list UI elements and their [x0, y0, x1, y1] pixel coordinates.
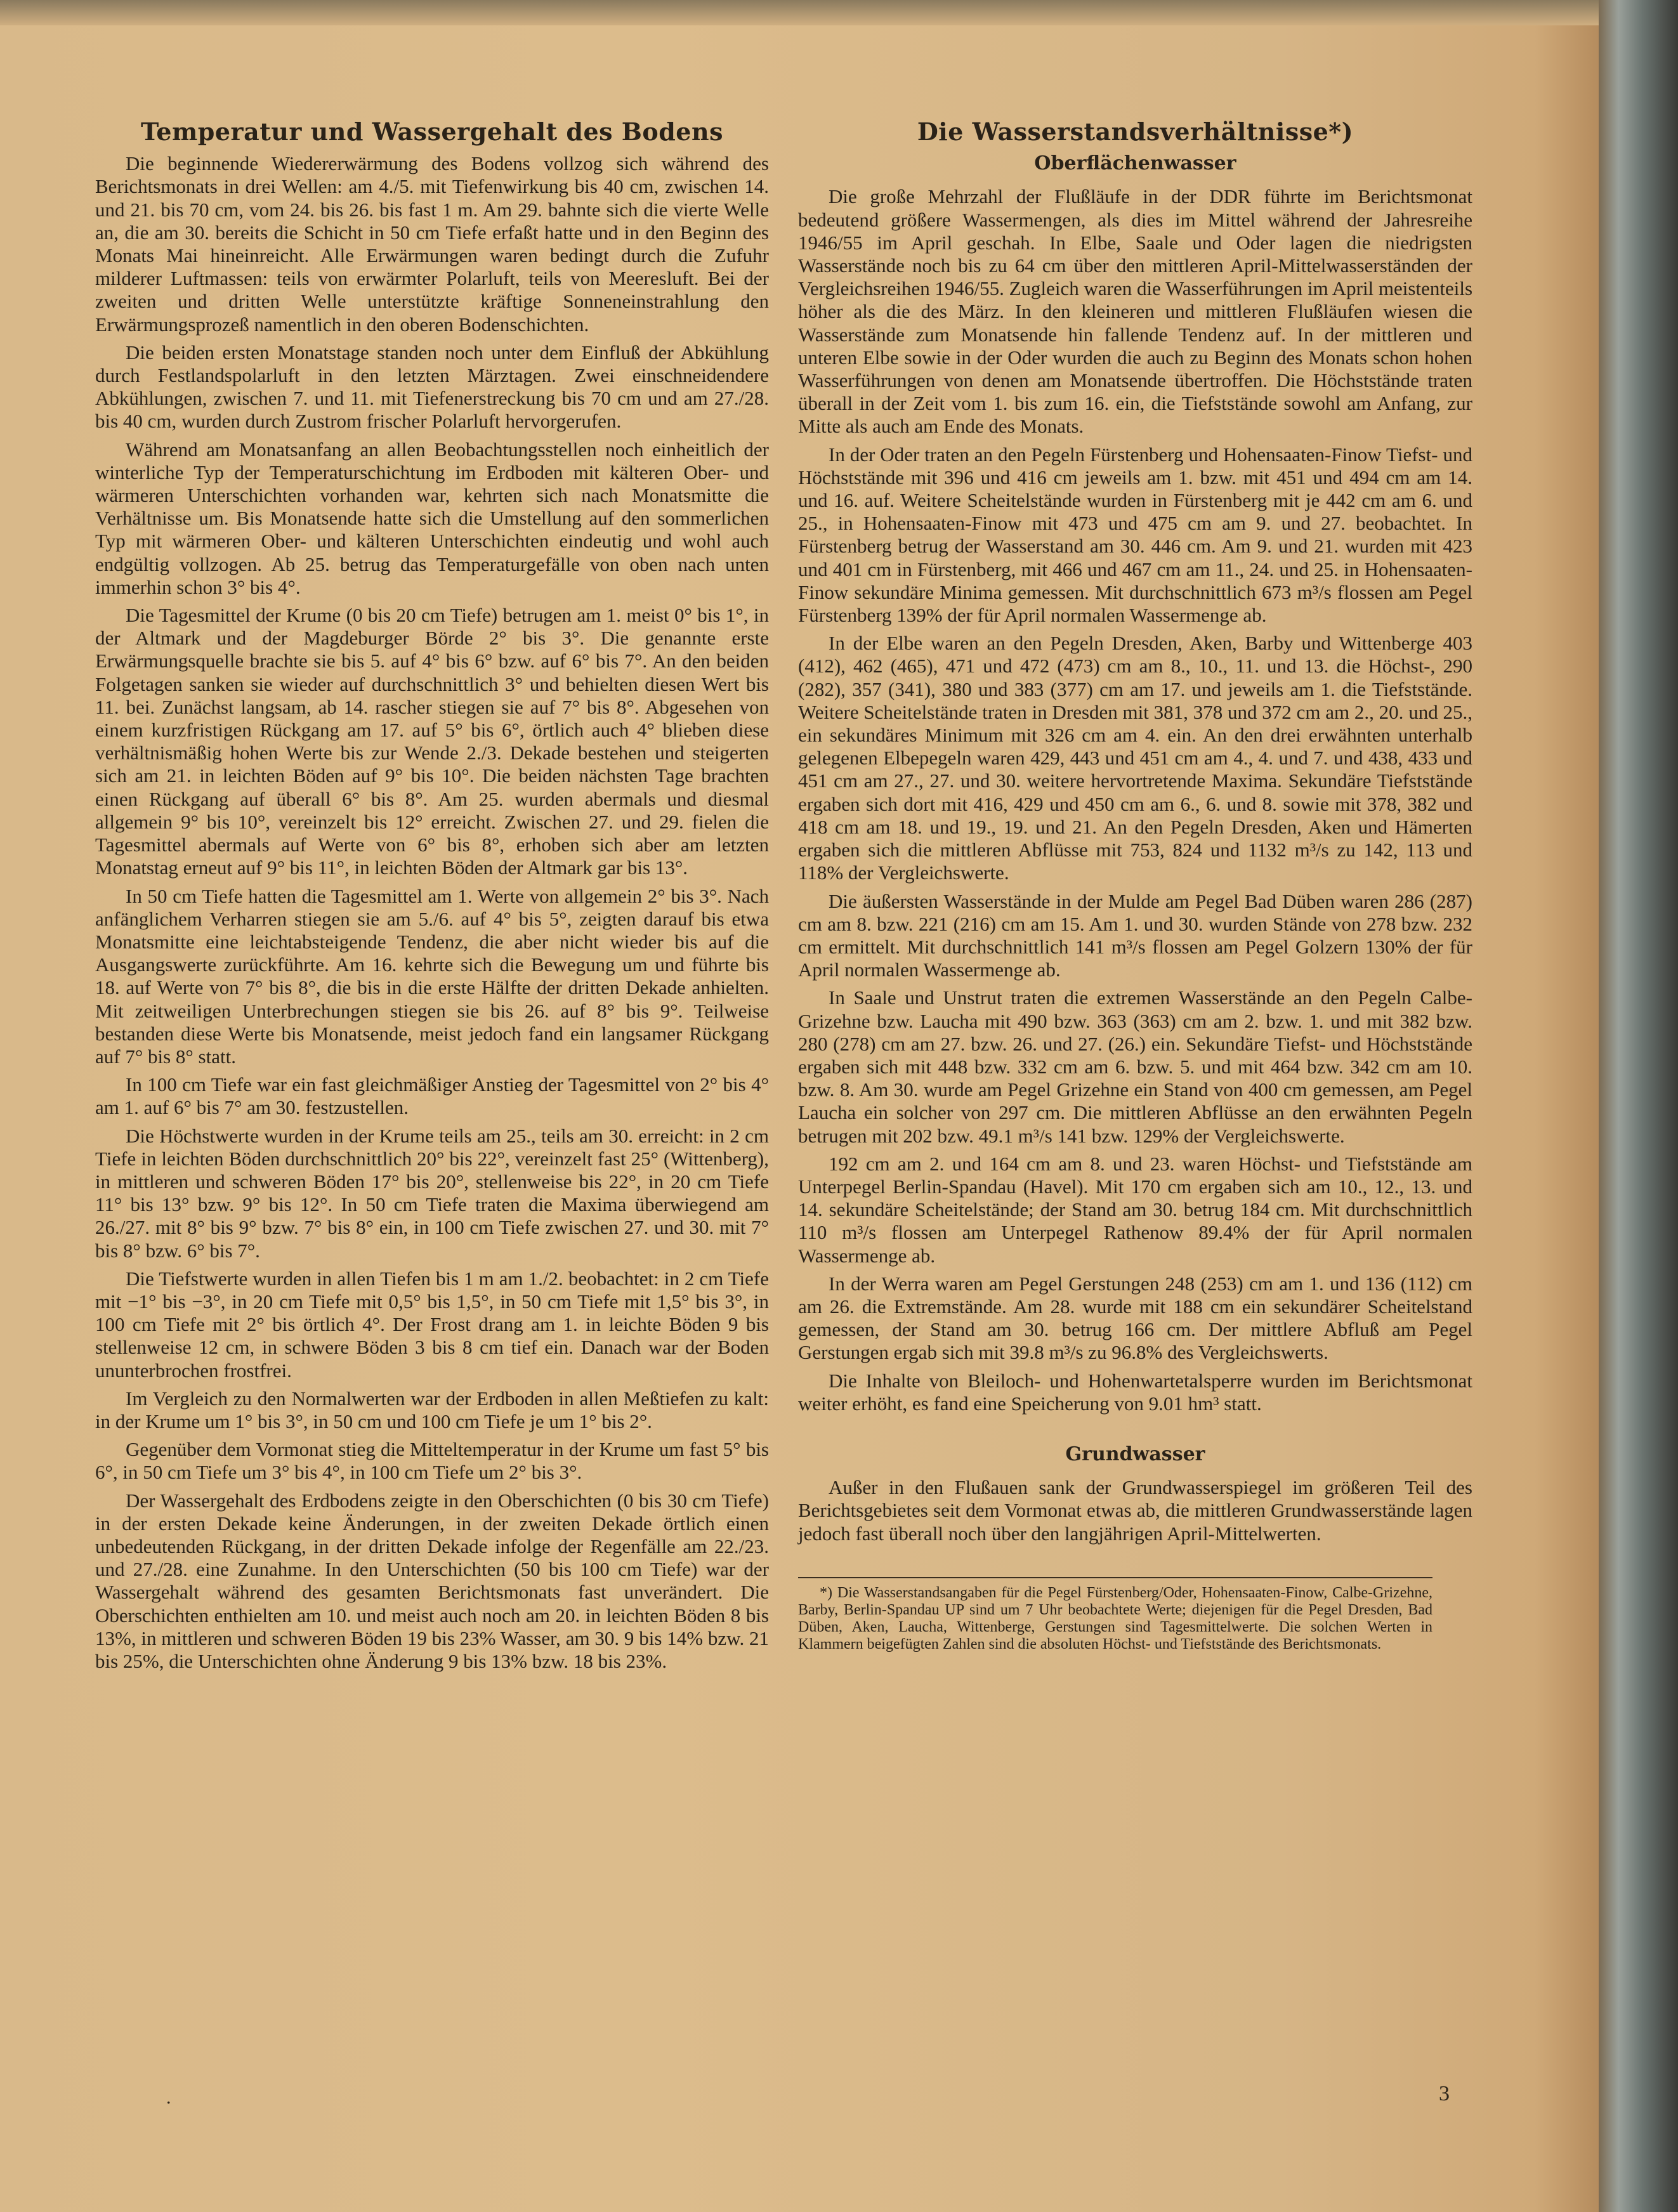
left-paragraph: Die Tagesmittel der Krume (0 bis 20 cm Tiefe) betrugen am 1. meist 0° bis 1°, in der Altmark und der Magdeburger Börde 2° bis 3°. Die genannte erste Erwärmungsquelle brachte sie bis 5. auf 4° bis 6° bzw. auf 6° bis 7°. An den beiden Folgetagen sanken sie wieder auf durchschnittlich 3° und behielten diesen Wert bis 11. bei. Zunächst langsam, ab 14. rascher stiegen sie auf 7° bis 8°. Abgesehen von einem kurzfristigen Rückgang am 17. auf 5° bis 6°, örtlich auch 4° blieben diese verhältnismäßig hohen Werte bis zur Wende 2./3. Dekade bestehen und steigerten sich am 21. in leichten Böden auf 9° bis 10°. Die beiden nächsten Tage brachten einen Rückgang auf überall 6° bis 8°. Am 25. wurden abermals und diesmal allgemein 9° bis 10°, vereinzelt bis 12° erreicht. Zwischen 27. und 29. fielen die Tagesmittel abermals auf Werte von 6° bis 8°, erhoben sich aber am letzten Monatstag erneut auf 9° bis 11°, in leichten Böden der Altmark gar bis 13°. — [95, 604, 769, 879]
right-paragraph: In der Werra waren am Pegel Gerstungen 248 (253) cm am 1. und 136 (112) cm am 26. die Extremstände. Am 28. wurde mit 188 cm ein sekundärer Scheitelstand gemessen, der Stand am 30. betrug 166 cm. Der mittlere Abfluß am Pegel Gerstungen ergab sich mit 39.8 m³/s zu 96.8% des Vergleichswerts. — [798, 1272, 1472, 1364]
page-mark: . — [166, 2087, 171, 2108]
book-binding — [1599, 0, 1678, 2212]
footnote-text: *) Die Wasserstandsangaben für die Pegel Fürstenberg/Oder, Hohensaaten-Finow, Calbe-Grizehne, Barby, Berlin-Spandau UP sind um 7 Uhr beobachtete Werte; diejenigen für die Pegel Dresden, Bad Düben, Aken, Laucha, Wittenberge, Gerstungen sind Tagesmittelwerte. Die solchen Werten in Klammern beigefügten Zahlen sind die absoluten Höchst- und Tiefststände des Berichtsmonats. — [798, 1584, 1432, 1652]
right-paragraph: In der Elbe waren an den Pegeln Dresden, Aken, Barby und Wittenberge 403 (412), 462 (465), 471 und 472 (473) cm am 8., 10., 11. und 13. die Höchst-, 290 (282), 357 (341), 380 und 383 (377) cm am 17. und jeweils am 1. die Tiefststände. Weitere Scheitelstände traten in Dresden mit 381, 378 und 372 cm am 2., 20. und 25., ein sekundäres Minimum mit 326 cm am 4. ein. An den drei erwähnten unterhalb gelegenen Elbepegeln waren 429, 443 und 451 cm am 4., 4. und 7. und 438, 433 und 451 cm am 27., 27. und 30. weitere hervortretende Maxima. Sekundäre Tiefststände ergaben sich dort mit 416, 429 und 450 cm am 6., 6. und 8. sowie mit 378, 382 und 418 cm am 18. und 19., 19. und 21. An den Pegeln Dresden, Aken und Hämerten ergaben sich die mittleren Abflüsse mit 753, 824 und 1132 m³/s zu 142, 113 und 118% der Vergleichswerte. — [798, 632, 1472, 884]
right-paragraph: Die äußersten Wasserstände in der Mulde am Pegel Bad Düben waren 286 (287) cm am 8. bzw. 221 (216) cm am 15. Am 1. und 30. wurden Stände von 278 bzw. 232 cm ermittelt. Mit durchschnittlich 141 m³/s flossen am Pegel Golzern 130% der für April normalen Wassermenge ab. — [798, 889, 1472, 981]
footnote — [798, 1577, 1432, 1653]
page-top-edge — [0, 0, 1599, 25]
left-title: Temperatur und Wassergehalt des Bodens — [141, 117, 723, 146]
section-heading-grundwasser: Grundwasser — [1065, 1443, 1205, 1465]
left-paragraph: Gegenüber dem Vormonat stieg die Mitteltemperatur in der Krume um fast 5° bis 6°, in 50 cm Tiefe um 3° bis 4°, in 100 cm Tiefe um 2° bis 3°. — [95, 1438, 769, 1484]
left-paragraph: Die Tiefstwerte wurden in allen Tiefen bis 1 m am 1./2. beobachtet: in 2 cm Tiefe mit −1° bis −3°, in 20 cm Tiefe mit 0,5° bis 1,5°, in 50 cm Tiefe mit 1,5° bis 3°, in 100 cm Tiefe mit 2° bis örtlich 4°. Der Frost drang am 1. in leichte Böden 9 bis stellenweise 12 cm, in schwere Böden 3 bis 8 cm tief ein. Danach war der Boden ununterbrochen frostfrei. — [95, 1267, 769, 1382]
left-paragraph: Der Wassergehalt des Erdbodens zeigte in den Oberschichten (0 bis 30 cm Tiefe) in der ersten Dekade keine Änderungen, in der zweiten Dekade örtlich einen unbedeutenden Rückgang, in der dritten Dekade infolge der Regenfälle am 22./23. und 27./28. eine Zunahme. In den Unterschichten (50 bis 100 cm Tiefe) war der Wassergehalt während des gesamten Berichtsmonats fast unverändert. Die Oberschichten enthielten am 10. und meist auch noch am 20. in leichten Böden 8 bis 13%, in mittleren und schweren Böden 19 bis 23% Wasser, am 30. 9 bis 14% bzw. 21 bis 25%, die Unterschichten ohne Änderung 9 bis 13% bzw. 18 bis 23%. — [95, 1489, 769, 1672]
section-heading-oberflaechenwasser: Oberflächenwasser — [1034, 152, 1236, 175]
left-paragraph: Während am Monatsanfang an allen Beobachtungsstellen noch einheitlich der winterliche Typ der Temperaturschichtung im Erdboden mit kälteren Ober- und wärmeren Unterschichten vorhanden war, kehrten sich nach Monatsmitte die Verhältnisse um. Bis Monatsende hatte sich die Umstellung auf den sommerlichen Typ mit wärmeren Ober- und kälteren Unterschichten eindeutig und wohl auch endgültig vollzogen. Ab 25. betrug das Temperaturgefälle von oben nach unten immerhin schon 3° bis 4°. — [95, 438, 769, 598]
right-paragraph: Die Inhalte von Bleiloch- und Hohenwartetalsperre wurden im Berichtsmonat weiter erhöht, es fand eine Speicherung von 9.01 hm³ statt. — [798, 1369, 1472, 1415]
left-paragraph: In 100 cm Tiefe war ein fast gleichmäßiger Anstieg der Tagesmittel von 2° bis 4° am 1. auf 6° bis 7° am 30. festzustellen. — [95, 1073, 769, 1119]
page-number: 3 — [1439, 2082, 1450, 2105]
left-paragraph: Die Höchstwerte wurden in der Krume teils am 25., teils am 30. erreicht: in 2 cm Tiefe in leichten Böden durchschnittlich 20° bis 22°, vereinzelt fast 25° (Wittenberg), in mittleren und schweren Böden 17° bis 20°, stellenweise bis 22°, in 20 cm Tiefe 11° bis 13° bzw. 9° bis 12°. In 50 cm Tiefe traten die Maxima überwiegend am 26./27. mit 8° bis 9° bzw. 7° bis 8° ein, in 100 cm Tiefe zwischen 27. und 30. mit 7° bis 8° bzw. 6° bis 7°. — [95, 1124, 769, 1262]
left-column — [95, 117, 769, 1678]
right-paragraph: 192 cm am 2. und 164 cm am 8. und 23. waren Höchst- und Tiefststände am Unterpegel Berlin-Spandau (Havel). Mit 170 cm ergaben sich am 10., 12., 13. und 14. sekundäre Scheitelstände; der Stand am 30. betrug 184 cm. Mit durchschnittlich 110 m³/s flossen am Unterpegel Rathenow 89.4% der für April normalen Wassermenge ab. — [798, 1152, 1472, 1267]
left-paragraph: Die beiden ersten Monatstage standen noch unter dem Einfluß der Abkühlung durch Festlandspolarluft in den letzten Märztagen. Zwei einschneidendere Abkühlungen, zwischen 7. und 11. mit Tiefenerstreckung bis 70 cm und am 27./28. bis 40 cm, wurden durch Zustrom frischer Polarluft hervorgerufen. — [95, 341, 769, 433]
left-paragraph: Die beginnende Wiedererwärmung des Bodens vollzog sich während des Berichtsmonats in drei Wellen: am 4./5. mit Tiefenwirkung bis 40 cm, zwischen 14. und 21. bis 70 cm, vom 24. bis 26. bis fast 1 m. Am 29. bahnte sich die vierte Welle an, die am 30. bereits die Schicht in 50 cm Tiefe erfaßt hatte und in den Beginn des Monats Mai hineinreicht. Alle Erwärmungen waren bedingt durch die Zufuhr milderer Luftmassen: teils von erwärmter Polarluft, teils von Meeresluft. Bei der zweiten und dritten Welle unterstützte kräftige Sonneneinstrahlung den Erwärmungsprozeß namentlich in den oberen Bodenschichten. — [95, 152, 769, 336]
right-column — [798, 117, 1473, 1653]
grundwasser-paragraph: Außer in den Flußauen sank der Grundwasserspiegel im größeren Teil des Berichtsgebietes seit dem Vormonat etwas ab, die mittleren Grundwasserstände lagen jedoch fast überall noch über den langjährigen April-Mittelwerten. — [798, 1476, 1472, 1545]
right-title: Die Wasserstandsverhältnisse*) — [917, 117, 1354, 146]
right-paragraph: Die große Mehrzahl der Flußläufe in der DDR führte im Berichtsmonat bedeutend größere Wassermengen, als dies im Mittel während der Jahresreihe 1946/55 im April geschah. In Elbe, Saale und Oder lagen die niedrigsten Wasserstände noch bis zu 64 cm über den mittleren April-Mittelwasserständen der Vergleichsreihen 1946/55. Zugleich waren die Wasserführungen im April meistenteils höher als die des März. In den kleineren und mittleren Flußläufen wiesen die Wasserstände zum Monatsende hin fallende Tendenz auf. In der mittleren und unteren Elbe sowie in der Oder wurden die auch zu Beginn des Monats schon hohen Wasserführungen von denen am Monatsende übertroffen. Die Höchststände traten überall in der Zeit vom 1. bis zum 16. ein, die Tiefststände sowohl am Anfang, zur Mitte als auch am Ende des Monats. — [798, 185, 1473, 438]
right-paragraph: In der Oder traten an den Pegeln Fürstenberg und Hohensaaten-Finow Tiefst- und Höchststände mit 396 und 416 cm jeweils am 1. bzw. mit 451 und 494 cm am 14. und 16. auf. Weitere Scheitelstände wurden in Fürstenberg mit je 442 cm am 6. und 25., in Hohensaaten-Finow mit 473 und 475 cm am 9. und 27. beobachtet. In Fürstenberg betrug der Wasserstand am 30. 446 cm. Am 9. und 21. wurden mit 423 und 401 cm in Fürstenberg, mit 466 und 467 cm am 11., 24. und 25. in Hohensaaten-Finow sekundäre Minima gemessen. Mit durchschnittlich 673 m³/s flossen am Pegel Fürstenberg 139% der für April normalen Wassermenge ab. — [798, 443, 1472, 627]
left-paragraph: In 50 cm Tiefe hatten die Tagesmittel am 1. Werte von allgemein 2° bis 3°. Nach anfänglichem Verharren stiegen sie am 5./6. auf 4° bis 5°, zeigten darauf bis etwa Monatsmitte eine leichtabsteigende Tendenz, die aber nicht wieder bis auf die Ausgangswerte zurückführte. Am 16. kehrte sich die Bewegung um und führte bis 18. auf Werte von 7° bis 8°, die bis in die erste Hälfte der dritten Dekade anhielten. Mit zeitweiligen Unterbrechungen stiegen sie bis 26. auf 8° bis 9°. Teilweise bestanden diese Werte bis Monatsende, meist jedoch fand ein langsamer Rückgang auf 7° bis 8° statt. — [95, 884, 769, 1068]
right-paragraph: In Saale und Unstrut traten die extremen Wasserstände an den Pegeln Calbe-Grizehne bzw. Laucha mit 490 bzw. 363 (363) cm am 2. bzw. 1. und mit 382 bzw. 280 (278) cm am 27. bzw. 26. und 27. (26.) ein. Sekundäre Tiefst- und Höchststände ergaben sich mit 448 bzw. 332 cm am 6. bzw. 5. und mit 464 bzw. 342 cm am 10. bzw. 8. Am 30. wurde am Pegel Grizehne ein Stand von 400 cm gemessen, am Pegel Laucha ein solcher von 297 cm. Die mittleren Abflüsse an den erwähnten Pegeln betrugen mit 202 bzw. 49.1 m³/s 141 bzw. 129% der Vergleichswerte. — [798, 986, 1472, 1147]
left-paragraph: Im Vergleich zu den Normalwerten war der Erdboden in allen Meßtiefen zu kalt: in der Krume um 1° bis 3°, in 50 cm und 100 cm Tiefe je um 1° bis 2°. — [95, 1387, 769, 1432]
